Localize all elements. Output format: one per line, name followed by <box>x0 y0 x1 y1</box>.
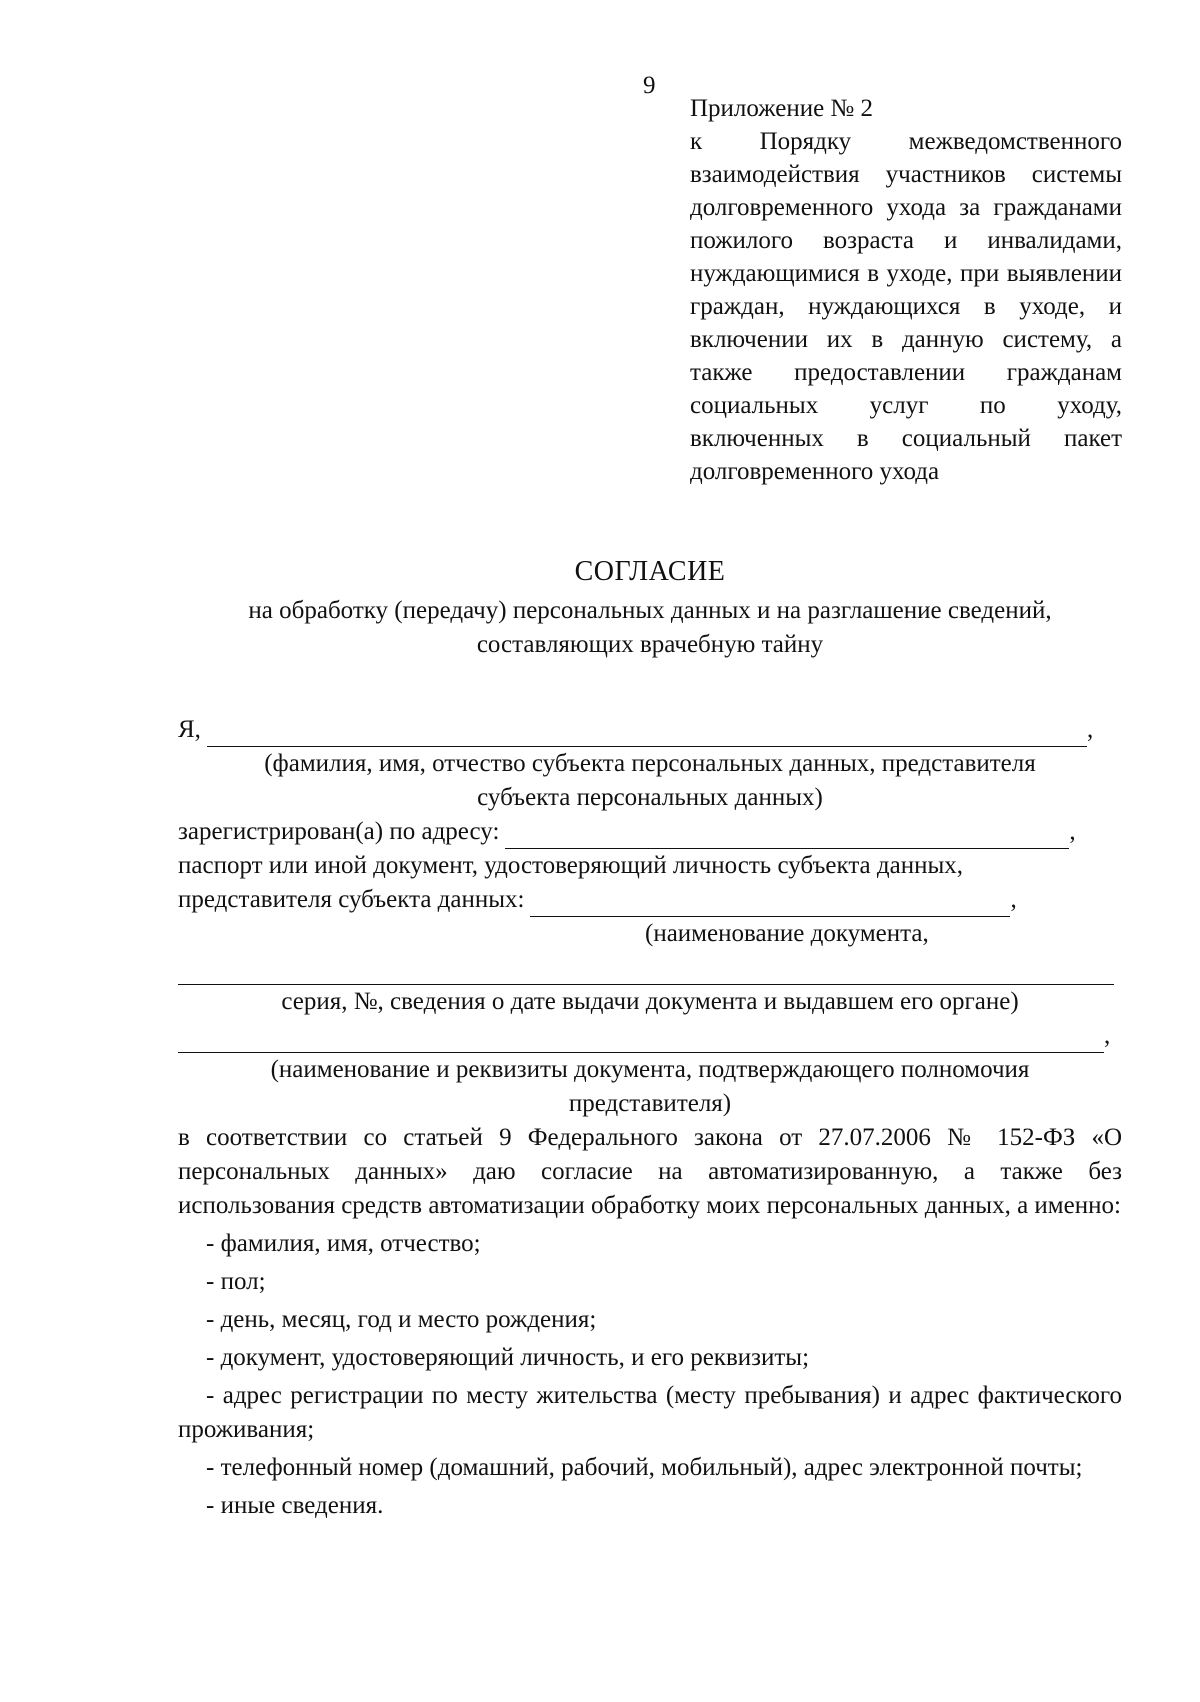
name-comma: , <box>1086 716 1094 743</box>
subheading-line-1: на обработку (передачу) персональных данных и на разглашение сведений, <box>248 597 1052 624</box>
list-item: - день, месяц, год и место рождения; <box>206 1306 597 1333</box>
doc-details-row <box>178 951 1122 985</box>
page-number: 9 <box>643 72 656 99</box>
document-heading: СОГЛАСИЕ <box>574 556 726 587</box>
passport-blank-line[interactable] <box>530 890 1010 917</box>
passport-label: представителя субъекта данных: <box>178 886 525 913</box>
appendix-title: Приложение № 2 <box>690 95 874 122</box>
name-row <box>178 713 1122 747</box>
passport-line: паспорт или иной документ, удостоверяющий личность субъекта данных, <box>178 852 964 879</box>
subheading-line-2: составляющих врачебную тайну <box>476 631 824 658</box>
name-prefix: Я, <box>178 716 201 743</box>
list-item: - документ, удостоверяющий личность, и его реквизиты; <box>206 1344 810 1371</box>
doc-details-blank-line[interactable] <box>178 958 1114 985</box>
list-item: - пол; <box>206 1268 266 1295</box>
address-comma: , <box>1069 818 1076 845</box>
address-row <box>178 815 1122 849</box>
appendix-text: к Порядку межведомственного взаимодействия участников системы долговременного ухода за гражданами пожилого возраста и инвалидами, нуждающимися в уходе, при выявлении граждан, нуждающихся в уходе, и включении их в данную систему, а также предоставлении гражданам социальных услуг по уходу, включенных в социальный пакет долговременного ухода <box>690 128 1122 485</box>
name-blank-line[interactable] <box>207 720 1087 747</box>
rep-doc-blank-line[interactable] <box>178 1026 1104 1053</box>
rep-doc-comma: , <box>1104 1022 1111 1049</box>
address-blank-line[interactable] <box>505 822 1069 849</box>
passport-row <box>178 883 1122 917</box>
list-item: - иные сведения. <box>206 1492 384 1519</box>
appendix-block <box>690 92 1122 488</box>
consent-text: в соответствии со статьей 9 Федерального закона от 27.07.2006 № 152-ФЗ «О персональных данных» даю согласие на автоматизированную, а также без использования средств автоматизации обработку моих персональных данных, а именно: <box>178 1124 1122 1219</box>
list-item: - телефонный номер (домашний, рабочий, мобильный), адрес электронной почты; <box>206 1454 1083 1481</box>
address-label: зарегистрирован(а) по адресу: <box>178 818 500 845</box>
consent-form <box>178 713 1122 1523</box>
doc-caption-1: (наименование документа, <box>645 920 929 947</box>
rep-doc-row <box>178 1019 1122 1053</box>
list-item: - фамилия, имя, отчество; <box>206 1230 481 1257</box>
doc-caption-2: серия, №, сведения о дате выдачи документа и выдавшем его органе) <box>281 988 1019 1015</box>
personal-data-list <box>178 1227 1122 1523</box>
name-caption-2: субъекта персональных данных) <box>477 784 823 811</box>
passport-comma: , <box>1010 886 1017 913</box>
name-caption-1: (фамилия, имя, отчество субъекта персональных данных, представителя <box>264 750 1036 777</box>
document-subheading <box>170 594 1130 662</box>
list-item: - адрес регистрации по месту жительства (месту пребывания) и адрес фактического проживания; <box>178 1382 1122 1443</box>
rep-caption-2: представителя) <box>568 1090 732 1117</box>
rep-caption-1: (наименование и реквизиты документа, подтверждающего полномочия <box>270 1056 1030 1083</box>
